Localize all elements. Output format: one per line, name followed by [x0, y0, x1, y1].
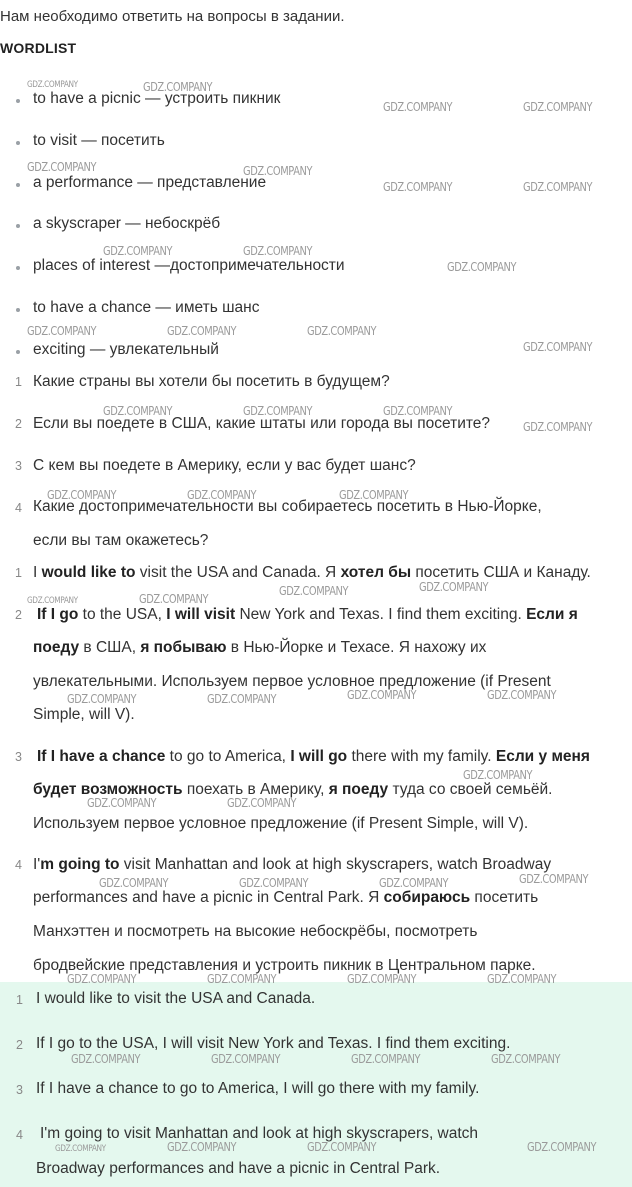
watermark: GDZ.COMPANY — [523, 420, 593, 434]
watermark: GDZ.COMPANY — [347, 688, 417, 702]
watermark: GDZ.COMPANY — [27, 324, 97, 338]
watermark: GDZ.COMPANY — [187, 488, 257, 502]
summary-number: 1 — [16, 993, 23, 1007]
watermark: GDZ.COMPANY — [523, 180, 593, 194]
answer-3-line-2: будет возможность поехать в Америку, я поеду туда со своей семьёй. — [33, 781, 553, 798]
summary-number: 3 — [16, 1083, 23, 1097]
answer-3-line-1: If I have a chance to go to America, I will go there with my family. Если у меня — [37, 748, 590, 765]
answer-number: 1 — [15, 566, 22, 580]
watermark: GDZ.COMPANY — [103, 244, 173, 258]
answer-4-line-3: Манхэттен и посмотреть на высокие небоскрёбы, посмотреть — [33, 923, 478, 940]
watermark: GDZ.COMPANY — [55, 1144, 106, 1154]
question-number: 1 — [15, 375, 22, 389]
question-3: С кем вы поедете в Америку, если у вас будет шанс? — [33, 457, 416, 474]
answer-2-line-3: увлекательными. Используем первое условное предложение (if Present — [33, 673, 551, 690]
watermark: GDZ.COMPANY — [47, 488, 117, 502]
watermark: GDZ.COMPANY — [351, 1052, 421, 1066]
watermark: GDZ.COMPANY — [243, 164, 313, 178]
watermark: GDZ.COMPANY — [519, 872, 589, 886]
watermark: GDZ.COMPANY — [307, 324, 377, 338]
wordlist-item: to have a chance — иметь шанс — [33, 299, 260, 316]
question-2: Если вы поедете в США, какие штаты или города вы посетите? — [33, 415, 491, 432]
wordlist-item: places of interest —достопримечательности — [33, 257, 345, 274]
watermark: GDZ.COMPANY — [491, 1052, 561, 1066]
answer-number: 4 — [15, 858, 22, 872]
watermark: GDZ.COMPANY — [167, 324, 237, 338]
watermark: GDZ.COMPANY — [71, 1052, 141, 1066]
watermark: GDZ.COMPANY — [419, 580, 489, 594]
watermark: GDZ.COMPANY — [67, 972, 137, 986]
question-4-line-2: если вы там окажетесь? — [33, 532, 209, 549]
watermark: GDZ.COMPANY — [447, 260, 517, 274]
watermark: GDZ.COMPANY — [383, 100, 453, 114]
watermark: GDZ.COMPANY — [207, 972, 277, 986]
summary-4-line-2: Broadway performances and have a picnic in Central Park. — [36, 1160, 441, 1177]
watermark: GDZ.COMPANY — [487, 688, 557, 702]
summary-box — [0, 982, 632, 1187]
summary-2: If I go to the USA, I will visit New York and Texas. I find them exciting. — [36, 1035, 511, 1052]
watermark: GDZ.COMPANY — [239, 876, 309, 890]
wordlist-item: to have a picnic — устроить пикник — [33, 90, 281, 107]
summary-1: I would like to visit the USA and Canada. — [36, 990, 316, 1007]
summary-number: 2 — [16, 1038, 23, 1052]
watermark: GDZ.COMPANY — [523, 100, 593, 114]
question-1: Какие страны вы хотели бы посетить в будущем? — [33, 373, 390, 390]
watermark: GDZ.COMPANY — [307, 1140, 377, 1154]
watermark: GDZ.COMPANY — [27, 160, 97, 174]
watermark: GDZ.COMPANY — [67, 692, 137, 706]
watermark: GDZ.COMPANY — [87, 796, 157, 810]
question-number: 4 — [15, 501, 22, 515]
watermark: GDZ.COMPANY — [211, 1052, 281, 1066]
question-number: 2 — [15, 417, 22, 431]
watermark: GDZ.COMPANY — [463, 768, 533, 782]
watermark: GDZ.COMPANY — [243, 404, 313, 418]
watermark: GDZ.COMPANY — [27, 80, 78, 90]
watermark: GDZ.COMPANY — [99, 876, 169, 890]
watermark: GDZ.COMPANY — [103, 404, 173, 418]
answer-2-line-1: If I go to the USA, I will visit New York and Texas. I find them exciting. Если я — [37, 606, 578, 623]
watermark: GDZ.COMPANY — [383, 404, 453, 418]
answer-4-line-2: performances and have a picnic in Central Park. Я собираюсь посетить — [33, 889, 539, 906]
watermark: GDZ.COMPANY — [383, 180, 453, 194]
answer-2-line-2: поеду в США, я побываю в Нью-Йорке и Техасе. Я нахожу их — [33, 639, 487, 656]
intro-text: Нам необходимо ответить на вопросы в задании. — [0, 8, 345, 25]
answer-3-line-3: Используем первое условное предложение (if Present Simple, will V). — [33, 815, 529, 832]
watermark: GDZ.COMPANY — [27, 596, 78, 606]
answer-4-line-4: бродвейские представления и устроить пикник в Центральном парке. — [33, 957, 536, 974]
answer-2-line-4: Simple, will V). — [33, 706, 135, 723]
answer-1: I would like to visit the USA and Canada. Я хотел бы посетить США и Канаду. — [33, 564, 591, 581]
answer-4-line-1: I'm going to visit Manhattan and look at high skyscrapers, watch Broadway — [33, 856, 552, 873]
answer-number: 2 — [15, 608, 22, 622]
wordlist-item: exciting — увлекательный — [33, 341, 219, 358]
watermark: GDZ.COMPANY — [527, 1140, 597, 1154]
watermark: GDZ.COMPANY — [523, 340, 593, 354]
watermark: GDZ.COMPANY — [207, 692, 277, 706]
wordlist-title: WORDLIST — [0, 40, 77, 56]
watermark: GDZ.COMPANY — [339, 488, 409, 502]
watermark: GDZ.COMPANY — [279, 584, 349, 598]
watermark: GDZ.COMPANY — [243, 244, 313, 258]
wordlist-item: to visit — посетить — [33, 132, 165, 149]
watermark: GDZ.COMPANY — [143, 80, 213, 94]
watermark: GDZ.COMPANY — [487, 972, 557, 986]
watermark: GDZ.COMPANY — [167, 1140, 237, 1154]
question-4-line-1: Какие достопримечательности вы собираетесь посетить в Нью-Йорке, — [33, 498, 542, 515]
watermark: GDZ.COMPANY — [139, 592, 209, 606]
summary-4-line-1: I'm going to visit Manhattan and look at high skyscrapers, watch — [40, 1125, 479, 1142]
wordlist-item: a performance — представление — [33, 174, 267, 191]
question-number: 3 — [15, 459, 22, 473]
watermark: GDZ.COMPANY — [227, 796, 297, 810]
answer-number: 3 — [15, 750, 22, 764]
wordlist-item: a skyscraper — небоскрёб — [33, 215, 221, 232]
watermark: GDZ.COMPANY — [379, 876, 449, 890]
summary-number: 4 — [16, 1128, 23, 1142]
summary-3: If I have a chance to go to America, I will go there with my family. — [36, 1080, 480, 1097]
watermark: GDZ.COMPANY — [347, 972, 417, 986]
